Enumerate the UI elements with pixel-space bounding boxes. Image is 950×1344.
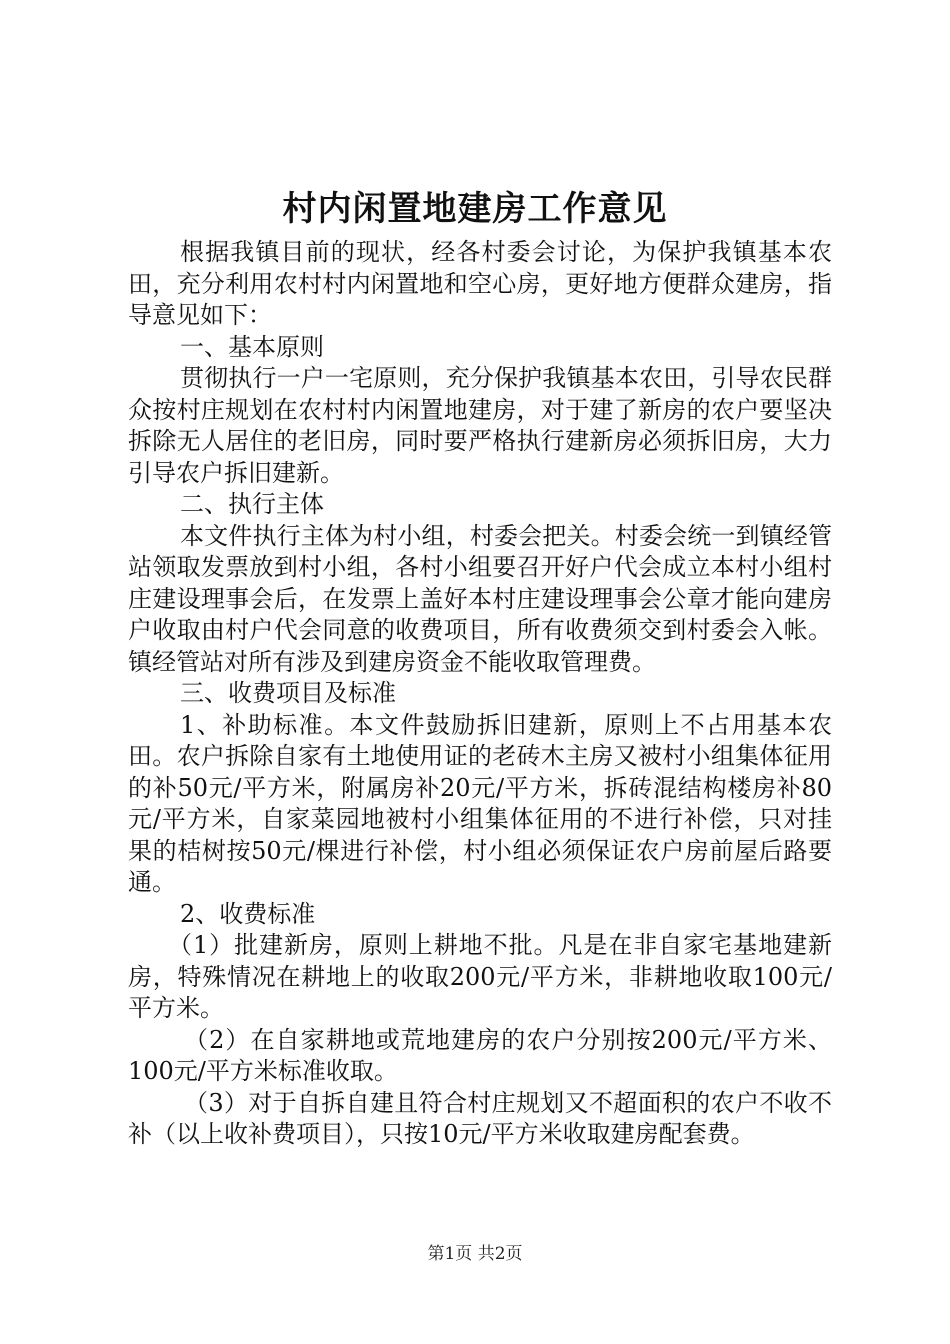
executor-paragraph: 本文件执行主体为村小组，村委会把关。村委会统一到镇经管站领取发票放到村小组，各村小组要召开好户代会成立本村小组村庄建设理事会后，在发票上盖好本村庄建设理事会公章才能向建房户收取由村户代会同意的收费项目，所有收费须交到村委会入帐。镇经管站对所有涉及到建房资金不能收取管理费。 — [128, 521, 832, 676]
section-heading-executor: 二、执行主体 — [180, 490, 324, 518]
document-body — [128, 237, 832, 1151]
subheading-fee-standard: 2、收费标准 — [180, 899, 316, 928]
principles-paragraph: 贯彻执行一户一宅原则，充分保护我镇基本农田，引导农民群众按村庄规划在农村村内闲置地建房，对于建了新房的农户要坚决拆除无人居住的老旧房，同时要严格执行建新房必须拆旧房，大力引导农户拆旧建新。 — [128, 364, 832, 487]
section-heading-principles: 一、基本原则 — [180, 332, 324, 361]
fee-item-3: （3）对于自拆自建且符合村庄规划又不超面积的农户不收不补（以上收补费项目），只按10元/平方米收取建房配套费。 — [128, 1088, 832, 1148]
section-heading-fees: 三、收费项目及标准 — [180, 679, 396, 707]
fee-item-1: （1）批建新房，原则上耕地不批。凡是在非自家宅基地建新房，特殊情况在耕地上的收取200元/平方米，非耕地收取100元/平方米。 — [128, 931, 832, 1022]
intro-paragraph: 根据我镇目前的现状，经各村委会讨论，为保护我镇基本农田，充分利用农村村内闲置地和空心房，更好地方便群众建房，指导意见如下： — [128, 238, 832, 329]
document-title: 村内闲置地建房工作意见 — [282, 189, 668, 229]
page-number-footer: 第1页 共2页 — [427, 1244, 523, 1264]
fee-item-2: （2）在自家耕地或荒地建房的农户分别按200元/平方米、100元/平方米标准收取。 — [128, 1025, 832, 1085]
subsidy-paragraph: 1、补助标准。本文件鼓励拆旧建新，原则上不占用基本农田。农户拆除自家有土地使用证的老砖木主房又被村小组集体征用的补50元/平方米，附属房补20元/平方米，拆砖混结构楼房补80元/平方米，自家菜园地被村小组集体征用的不进行补偿，只对挂果的桔树按50元/棵进行补偿，村小组必须保证农户房前屋后路要通。 — [128, 710, 832, 896]
